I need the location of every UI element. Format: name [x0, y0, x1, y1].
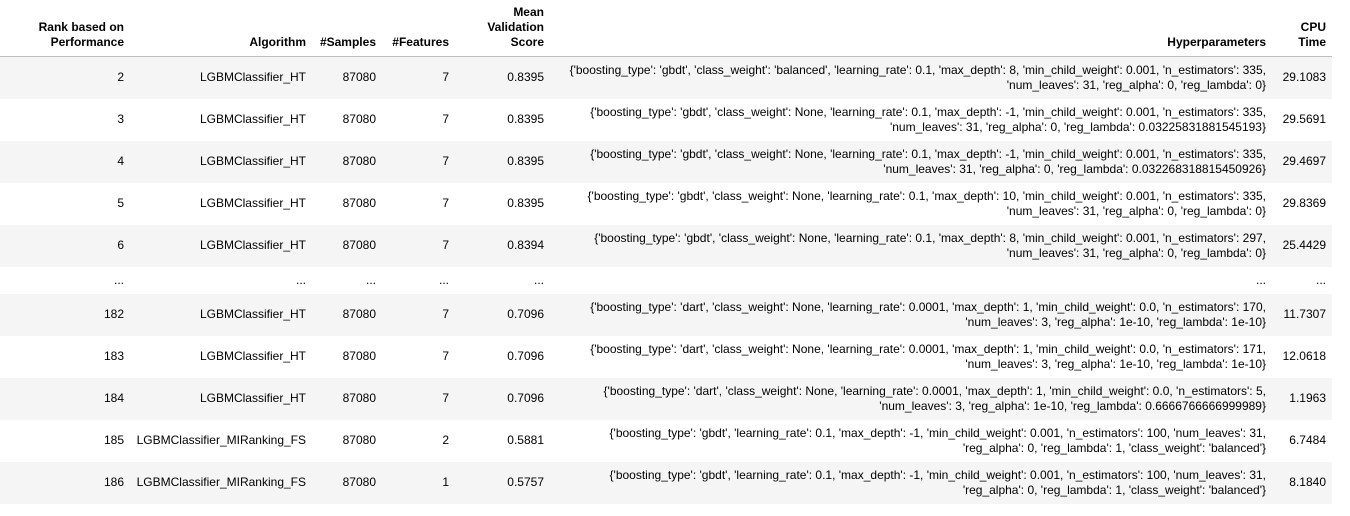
header-cpu-time: CPU Time	[1272, 0, 1332, 56]
cell-samples: 87080	[312, 462, 382, 504]
cell-hyperparameters: {'boosting_type': 'dart', 'class_weight': None, 'learning_rate': 0.0001, 'max_depth': 1, 'min_child_weight': 0.0, 'n_estimators': 5, 'num_leaves': 3, 'reg_alpha': 1e-10, 'reg_lambda': 0.6666766666999989}	[550, 378, 1272, 420]
table-body	[0, 56, 1332, 504]
cell-score: 0.8394	[455, 225, 550, 267]
table-row	[0, 56, 1332, 99]
header-features: #Features	[382, 0, 455, 56]
cell-algorithm: LGBMClassifier_HT	[130, 183, 312, 225]
cell-rank: 182	[0, 294, 130, 336]
cell-cpu-time: 29.1083	[1272, 56, 1332, 99]
cell-algorithm: LGBMClassifier_HT	[130, 378, 312, 420]
cell-algorithm: LGBMClassifier_MIRanking_FS	[130, 462, 312, 504]
cell-score: 0.8395	[455, 56, 550, 99]
cell-hyperparameters: {'boosting_type': 'gbdt', 'learning_rate': 0.1, 'max_depth': -1, 'min_child_weight': 0.001, 'n_estimators': 100, 'num_leaves': 31, 'reg_alpha': 0, 'reg_lambda': 1, 'class_weight': 'balanced'}	[550, 462, 1272, 504]
cell-samples: 87080	[312, 183, 382, 225]
cell-score: 0.8395	[455, 141, 550, 183]
table-header	[0, 0, 1332, 56]
cell-samples: 87080	[312, 56, 382, 99]
cell-samples: 87080	[312, 336, 382, 378]
cell-hyperparameters: {'boosting_type': 'gbdt', 'class_weight': 'balanced', 'learning_rate': 0.1, 'max_depth': 8, 'min_child_weight': 0.001, 'n_estimators': 335, 'num_leaves': 31, 'reg_alpha': 0, 'reg_lambda': 0}	[550, 56, 1272, 99]
cell-rank: 5	[0, 183, 130, 225]
cell-features: 7	[382, 336, 455, 378]
cell-hyperparameters: {'boosting_type': 'gbdt', 'learning_rate': 0.1, 'max_depth': -1, 'min_child_weight': 0.001, 'n_estimators': 100, 'num_leaves': 31, 'reg_alpha': 0, 'reg_lambda': 1, 'class_weight': 'balanced'}	[550, 420, 1272, 462]
cell-rank: ...	[0, 267, 130, 294]
cell-score: 0.5881	[455, 420, 550, 462]
cell-features: 2	[382, 420, 455, 462]
cell-cpu-time: 11.7307	[1272, 294, 1332, 336]
cell-hyperparameters: {'boosting_type': 'dart', 'class_weight': None, 'learning_rate': 0.0001, 'max_depth': 1, 'min_child_weight': 0.0, 'n_estimators': 171, 'num_leaves': 3, 'reg_alpha': 1e-10, 'reg_lambda': 1e-10}	[550, 336, 1272, 378]
table-row	[0, 462, 1332, 504]
cell-algorithm: LGBMClassifier_HT	[130, 225, 312, 267]
cell-features: 7	[382, 294, 455, 336]
cell-rank: 2	[0, 56, 130, 99]
cell-hyperparameters: {'boosting_type': 'gbdt', 'class_weight': None, 'learning_rate': 0.1, 'max_depth': 10, 'min_child_weight': 0.001, 'n_estimators': 335, 'num_leaves': 31, 'reg_alpha': 0, 'reg_lambda': 0}	[550, 183, 1272, 225]
cell-cpu-time: ...	[1272, 267, 1332, 294]
cell-features: 7	[382, 99, 455, 141]
cell-features: 7	[382, 378, 455, 420]
cell-features: ...	[382, 267, 455, 294]
cell-rank: 3	[0, 99, 130, 141]
header-samples: #Samples	[312, 0, 382, 56]
cell-rank: 184	[0, 378, 130, 420]
cell-algorithm: ...	[130, 267, 312, 294]
table-row	[0, 183, 1332, 225]
cell-hyperparameters: {'boosting_type': 'gbdt', 'class_weight': None, 'learning_rate': 0.1, 'max_depth': 8, 'min_child_weight': 0.001, 'n_estimators': 297, 'num_leaves': 31, 'reg_alpha': 0, 'reg_lambda': 0}	[550, 225, 1272, 267]
header-row	[0, 0, 1332, 56]
cell-rank: 183	[0, 336, 130, 378]
cell-score: 0.7096	[455, 378, 550, 420]
cell-hyperparameters: {'boosting_type': 'dart', 'class_weight': None, 'learning_rate': 0.0001, 'max_depth': 1, 'min_child_weight': 0.0, 'n_estimators': 170, 'num_leaves': 3, 'reg_alpha': 1e-10, 'reg_lambda': 1e-10}	[550, 294, 1272, 336]
cell-samples: 87080	[312, 420, 382, 462]
table-row	[0, 141, 1332, 183]
table-row	[0, 336, 1332, 378]
table-row	[0, 225, 1332, 267]
cell-samples: 87080	[312, 225, 382, 267]
cell-algorithm: LGBMClassifier_HT	[130, 336, 312, 378]
cell-cpu-time: 25.4429	[1272, 225, 1332, 267]
cell-cpu-time: 29.8369	[1272, 183, 1332, 225]
header-algorithm: Algorithm	[130, 0, 312, 56]
cell-cpu-time: 8.1840	[1272, 462, 1332, 504]
cell-algorithm: LGBMClassifier_HT	[130, 294, 312, 336]
cell-samples: ...	[312, 267, 382, 294]
table-row-ellipsis	[0, 267, 1332, 294]
cell-algorithm: LGBMClassifier_HT	[130, 141, 312, 183]
cell-score: 0.8395	[455, 99, 550, 141]
table-row	[0, 420, 1332, 462]
header-score: Mean Validation Score	[455, 0, 550, 56]
cell-features: 7	[382, 141, 455, 183]
cell-algorithm: LGBMClassifier_HT	[130, 56, 312, 99]
cell-hyperparameters: {'boosting_type': 'gbdt', 'class_weight': None, 'learning_rate': 0.1, 'max_depth': -1, 'min_child_weight': 0.001, 'n_estimators': 335, 'num_leaves': 31, 'reg_alpha': 0, 'reg_lambda': 0.03225831881545193}	[550, 99, 1272, 141]
cell-cpu-time: 12.0618	[1272, 336, 1332, 378]
cell-samples: 87080	[312, 141, 382, 183]
cell-cpu-time: 29.4697	[1272, 141, 1332, 183]
cell-features: 7	[382, 183, 455, 225]
cell-features: 1	[382, 462, 455, 504]
cell-rank: 6	[0, 225, 130, 267]
table-row	[0, 294, 1332, 336]
cell-score: ...	[455, 267, 550, 294]
cell-algorithm: LGBMClassifier_HT	[130, 99, 312, 141]
cell-samples: 87080	[312, 378, 382, 420]
cell-rank: 186	[0, 462, 130, 504]
header-hyperparameters: Hyperparameters	[550, 0, 1272, 56]
cell-score: 0.7096	[455, 294, 550, 336]
cell-cpu-time: 1.1963	[1272, 378, 1332, 420]
table-row	[0, 378, 1332, 420]
cell-score: 0.5757	[455, 462, 550, 504]
cell-samples: 87080	[312, 294, 382, 336]
cell-features: 7	[382, 56, 455, 99]
cell-hyperparameters: ...	[550, 267, 1272, 294]
cell-hyperparameters: {'boosting_type': 'gbdt', 'class_weight': None, 'learning_rate': 0.1, 'max_depth': -1, 'min_child_weight': 0.001, 'n_estimators': 335, 'num_leaves': 31, 'reg_alpha': 0, 'reg_lambda': 0.032268318815450926}	[550, 141, 1272, 183]
cell-cpu-time: 6.7484	[1272, 420, 1332, 462]
cell-samples: 87080	[312, 99, 382, 141]
header-rank: Rank based on Performance	[0, 0, 130, 56]
cell-rank: 185	[0, 420, 130, 462]
cell-algorithm: LGBMClassifier_MIRanking_FS	[130, 420, 312, 462]
table-row	[0, 99, 1332, 141]
cell-rank: 4	[0, 141, 130, 183]
cell-score: 0.8395	[455, 183, 550, 225]
cell-features: 7	[382, 225, 455, 267]
cell-cpu-time: 29.5691	[1272, 99, 1332, 141]
cell-score: 0.7096	[455, 336, 550, 378]
